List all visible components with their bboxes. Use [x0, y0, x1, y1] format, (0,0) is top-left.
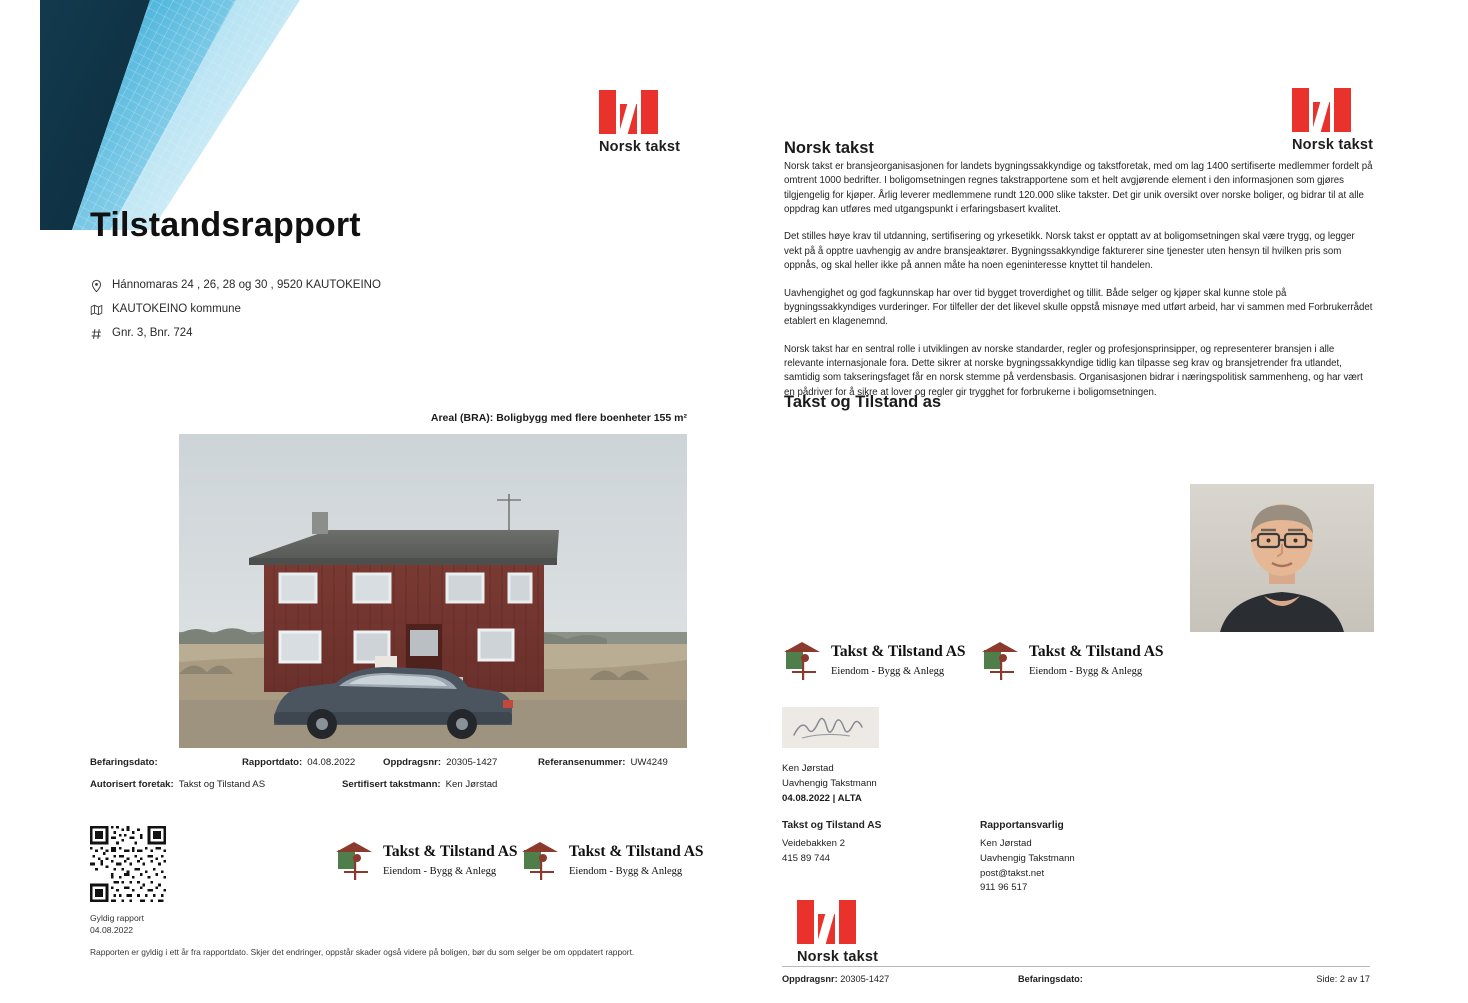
report-responsible-phone: 911 96 517	[980, 882, 1028, 894]
municipality-row	[90, 302, 510, 317]
property-address-block	[90, 278, 510, 350]
about-paragraph-1: Norsk takst er bransjeorganisasjonen for landets bygningssakkyndige og takstforetak, med om lag 1400 sertifiserte medlemmer fordelt på omtrent 1000 bedrifter. I boligomsetningen regnes takstrapportene som et helt avgjørende element i den informasjonen som gjøres tilgjengelig for kjøper. Årlig leverer medlemmene rundt 120.000 slike takster. Det gir unik oversikt over norske boliger, og bidrar til at alle oppdrag kan utføres med utgangspunkt i erfaringsbasert kvalitet.	[784, 161, 1373, 216]
norsk-takst-bars-icon	[1292, 88, 1396, 132]
takst-tilstand-wordmark: Takst & Tilstand AS Eiendom - Bygg & Anlegg	[831, 643, 966, 677]
report-responsible-role: Uavhengig Takstmann	[980, 852, 1075, 864]
company-contact-line-2: 415 89 744	[782, 852, 831, 864]
footer-oppdragsnr: Oppdragsnr: 20305-1427	[782, 974, 890, 984]
norsk-takst-logo-page2	[1292, 88, 1396, 153]
page-footer	[782, 966, 1370, 984]
qr-code[interactable]	[90, 826, 166, 902]
report-responsible-name: Ken Jørstad	[980, 837, 1032, 849]
norsk-takst-logo-footer	[797, 900, 901, 965]
company-contact-block	[782, 818, 881, 867]
map-icon	[90, 303, 103, 317]
signatory-name: Ken Jørstad	[782, 763, 834, 774]
footer-befaringsdato: Befaringsdato:	[1018, 974, 1083, 984]
meta-befaringsdato: Befaringsdato:	[90, 757, 158, 768]
norsk-takst-wordmark: Norsk takst	[599, 139, 681, 155]
takst-tilstand-logo	[334, 840, 518, 882]
norsk-takst-logo	[599, 90, 703, 155]
validity-note: Rapporten er gyldig i ett år fra rapportdato. Skjer det endringer, oppstår skader også videre på boligen, bør du som selger be om oppdatert rapport.	[90, 946, 635, 957]
takst-tilstand-logo-secondary	[520, 840, 704, 882]
report-responsible-title: Rapportansvarlig	[980, 820, 1064, 831]
birdhouse-icon	[782, 640, 824, 682]
birdhouse-icon	[980, 640, 1022, 682]
section-heading-norsk-takst: Norsk takst	[784, 139, 874, 157]
cover-decoration	[0, 0, 330, 230]
takstmann-portrait	[1190, 484, 1374, 632]
meta-row-1	[90, 757, 690, 768]
area-label: Areal (BRA): Boligbygg med flere boenheter 155 m²	[430, 412, 687, 424]
takst-tilstand-logo-page2-a	[782, 640, 966, 682]
about-norsk-takst-text	[784, 160, 1374, 413]
about-paragraph-3: Uavhengighet og god fagkunnskap har over tid bygget troverdighet og tillit. Både selger og kjøper skal kunne stole på bygningssakkyndiges vurderinger. For tilfeller der det likevel skulle oppstå misnøye med utført arbeid, har vi sammen med Forbrukerrådet etablert en klagenemnd.	[784, 287, 1373, 328]
norsk-takst-wordmark: Norsk takst	[1292, 137, 1374, 153]
norsk-takst-wordmark: Norsk takst	[797, 949, 879, 965]
birdhouse-icon	[520, 840, 562, 882]
about-paragraph-2: Det stilles høye krav til utdanning, sertifisering og yrkesetikk. Norsk takst er opptatt av at boligomsetningen skal være trygg, og legger vekt på å opptre uavhengig av andre bransjeaktører. Bygningssakkyndige fakturerer sine tjenester uten hensyn til hvilken pris som oppnås, og skal heller ikke på annen måte ha noen egeninteresse knyttet til handelen.	[784, 231, 1355, 272]
address-text: Hánnomaras 24 , 26, 28 og 30 , 9520 KAUTOKEINO	[112, 279, 381, 291]
report-responsible-email[interactable]: post@takst.net	[980, 867, 1045, 879]
meta-row-2	[90, 779, 690, 790]
report-responsible-block	[980, 818, 1075, 896]
signatory-date-place: 04.08.2022 | ALTA	[782, 792, 862, 804]
meta-referansenummer: Referansenummer: UW4249	[538, 757, 668, 768]
takst-tilstand-wordmark: Takst & Tilstand AS Eiendom - Bygg & Anlegg	[1029, 643, 1164, 677]
cadastre-text: Gnr. 3, Bnr. 724	[112, 327, 193, 339]
takst-tilstand-wordmark: Takst & Tilstand AS Eiendom - Bygg & Anlegg	[383, 843, 518, 877]
validity-date: 04.08.2022	[90, 925, 134, 936]
company-contact-title: Takst og Tilstand AS	[782, 820, 882, 831]
signatory-block	[782, 762, 877, 807]
norsk-takst-bars-icon	[599, 90, 703, 134]
section-heading-company: Takst og Tilstand as	[784, 393, 942, 411]
meta-oppdragsnr: Oppdragsnr: 20305-1427	[383, 757, 498, 768]
meta-autorisert-foretak: Autorisert foretak: Takst og Tilstand AS	[90, 779, 266, 790]
property-photo	[179, 434, 687, 748]
validity-block	[90, 912, 634, 958]
hash-icon	[90, 327, 103, 341]
cadastre-row	[90, 326, 510, 341]
footer-page-number: Side: 2 av 17	[1316, 974, 1370, 984]
takst-tilstand-logo-page2-b	[980, 640, 1164, 682]
address-row	[90, 278, 510, 293]
page-title: Tilstandsrapport	[90, 206, 361, 244]
signatory-role: Uavhengig Takstmann	[782, 777, 877, 789]
municipality-text: KAUTOKEINO kommune	[112, 303, 241, 315]
validity-title: Gyldig rapport	[90, 913, 144, 923]
signature-image	[782, 707, 879, 748]
norsk-takst-bars-icon	[797, 900, 901, 944]
cover-meta-table	[90, 757, 690, 801]
takst-tilstand-wordmark: Takst & Tilstand AS Eiendom - Bygg & Anlegg	[569, 843, 704, 877]
meta-sertifisert-takstmann: Sertifisert takstmann: Ken Jørstad	[342, 779, 498, 790]
company-contact-line-1: Veidebakken 2	[782, 837, 845, 849]
meta-rapportdato: Rapportdato: 04.08.2022	[242, 757, 356, 768]
location-pin-icon	[90, 279, 103, 293]
birdhouse-icon	[334, 840, 376, 882]
about-paragraph-4: Norsk takst har en sentral rolle i utviklingen av norske standarder, regler og profesjonsprinsipper, og representerer bransjen i alle relevante internasjonale fora. Dette sikrer at norske bygningssakkyndige tidlig kan tilpasse seg krav og bransjetrender fra utlandet, samtidig som takseringsfaget får en norsk stemme på verdensbasis. Organisasjonen bidrar i næringspolitisk sammenheng, og har vært en pådriver for å sikre at lover og regler gir trygghet for forbrukerne i boligomsetningen.	[784, 343, 1363, 398]
